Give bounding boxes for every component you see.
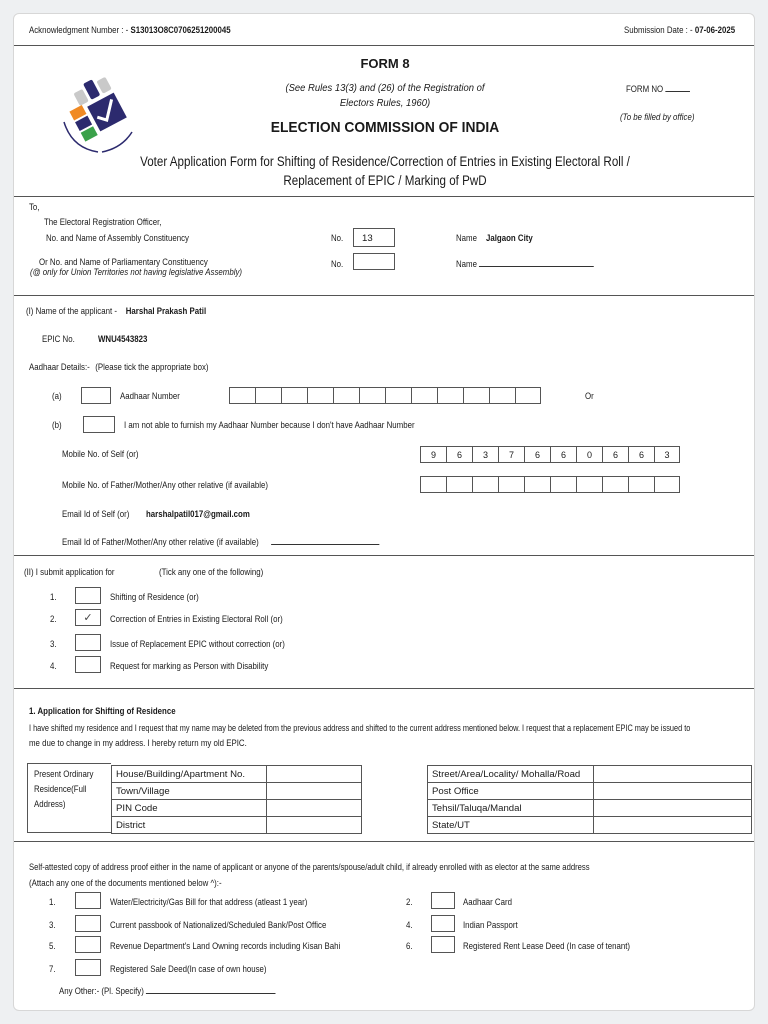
assembly-no-label: No. <box>331 233 344 244</box>
mobile-relative-cells[interactable] <box>420 476 680 493</box>
no-aadhaar-text: I am not able to furnish my Aadhaar Number because I don't have Aadhaar Number <box>124 420 415 431</box>
mobile-self-cells[interactable] <box>420 446 680 463</box>
parliament-no-label: No. <box>331 259 344 270</box>
doc-5-checkbox[interactable] <box>75 936 101 953</box>
aadhaar-hint: (Please tick the appropriate box) <box>95 362 209 373</box>
divider-4 <box>14 688 754 689</box>
mobile-digit: 3 <box>472 446 498 463</box>
street-label: Street/Area/Locality/ Mohalla/Road <box>428 766 594 783</box>
mobile-digit: 6 <box>446 446 472 463</box>
present-label-3: Address) <box>34 799 66 810</box>
doc-6-num: 6. <box>406 941 413 952</box>
parliament-name-blank[interactable] <box>479 266 594 267</box>
submission-label: Submission Date : - <box>624 25 693 36</box>
doc-6-checkbox[interactable] <box>431 936 455 953</box>
town-label: Town/Village <box>112 783 267 800</box>
present-residence-box <box>27 763 111 833</box>
address-right-table <box>427 765 752 834</box>
mobile-digit: 3 <box>654 446 680 463</box>
mobile-digit: 0 <box>576 446 602 463</box>
section2-label: (II) I submit application for <box>24 567 115 578</box>
shifting-heading: 1. Application for Shifting of Residence <box>29 706 176 717</box>
doc-4-text: Indian Passport <box>463 920 518 931</box>
epic-label: EPIC No. <box>42 334 75 345</box>
correction-checkbox[interactable]: ✓ <box>75 609 101 626</box>
email-relative-blank[interactable] <box>271 544 379 545</box>
replacement-epic-checkbox[interactable] <box>75 634 101 651</box>
email-self-value: harshalpatil017@gmail.com <box>146 509 250 520</box>
applicant-name: Harshal Prakash Patil <box>125 306 207 317</box>
tehsil-field[interactable] <box>594 800 752 817</box>
pin-field[interactable] <box>267 800 362 817</box>
doc-7-text: Registered Sale Deed(In case of own house) <box>110 964 267 975</box>
mobile-relative-label: Mobile No. of Father/Mother/Any other relative (if available) <box>62 480 268 491</box>
form-title: FORM 8 <box>360 56 410 71</box>
any-other-blank[interactable] <box>146 993 276 994</box>
doc-1-num: 1. <box>49 897 56 908</box>
acknowledgment-line <box>29 25 231 36</box>
email-relative-line <box>62 537 379 548</box>
option-b-label: (b) <box>52 420 62 431</box>
or-label: Or <box>585 391 594 402</box>
office-note: (To be filled by office) <box>620 112 695 123</box>
doc-2-num: 2. <box>406 897 413 908</box>
form-no <box>626 84 690 95</box>
doc-1-text: Water/Electricity/Gas Bill for that address (atleast 1 year) <box>110 897 308 908</box>
submission-date: 07-06-2025 <box>694 25 736 36</box>
parliament-note: (@ only for Union Territories not having legislative Assembly) <box>30 267 243 278</box>
eci-logo-icon <box>50 62 146 158</box>
form-no-blank <box>665 91 690 92</box>
aadhaar-details <box>29 362 209 373</box>
aadhaar-number-label: Aadhaar Number <box>120 391 180 402</box>
mobile-digit: 6 <box>628 446 654 463</box>
to-label: To, <box>29 202 40 213</box>
parliament-name-text: Name <box>456 259 477 270</box>
mobile-digit: 7 <box>498 446 524 463</box>
mobile-digit: 6 <box>524 446 550 463</box>
assembly-name-label: Name <box>456 233 477 244</box>
subtitle-line-1: Voter Application Form for Shifting of Residence/Correction of Entries in Existing Electoral Roll / <box>140 154 630 169</box>
proof-line-1: Self-attested copy of address proof either in the name of applicant or anyone of the parents/spouse/adult child, if already enrolled with as elector at the same address <box>29 862 590 873</box>
doc-3-checkbox[interactable] <box>75 915 101 932</box>
mobile-digit: 6 <box>550 446 576 463</box>
mobile-self-label: Mobile No. of Self (or) <box>62 449 139 460</box>
doc-4-checkbox[interactable] <box>431 915 455 932</box>
shifting-checkbox[interactable] <box>75 587 101 604</box>
doc-7-checkbox[interactable] <box>75 959 101 976</box>
address-left-table <box>111 765 362 834</box>
any-other-line <box>59 986 276 997</box>
any-other-label: Any Other:- (Pl. Specify) <box>59 986 144 997</box>
form-no-label: FORM NO <box>626 84 664 95</box>
doc-3-text: Current passbook of Nationalized/Scheduled Bank/Post Office <box>110 920 327 931</box>
doc-1-checkbox[interactable] <box>75 892 101 909</box>
option-2-text: Correction of Entries in Existing Electoral Roll (or) <box>110 614 283 625</box>
divider-2 <box>14 295 754 296</box>
doc-7-num: 7. <box>49 964 56 975</box>
divider-5 <box>14 841 754 842</box>
ack-label: Acknowledgment Number : - <box>29 25 129 36</box>
doc-3-num: 3. <box>49 920 56 931</box>
email-self-label: Email Id of Self (or) <box>62 509 130 520</box>
pin-label: PIN Code <box>112 800 267 817</box>
rules-line-2: Electors Rules, 1960) <box>339 97 431 109</box>
option-3-text: Issue of Replacement EPIC without correction (or) <box>110 639 285 650</box>
no-aadhaar-checkbox[interactable] <box>83 416 115 433</box>
post-office-label: Post Office <box>428 783 594 800</box>
email-relative-label: Email Id of Father/Mother/Any other relative (if available) <box>62 537 259 548</box>
doc-2-text: Aadhaar Card <box>463 897 512 908</box>
district-field[interactable] <box>267 817 362 834</box>
parliament-label: Or No. and Name of Parliamentary Constituency <box>39 257 208 268</box>
ack-number: S13013O8C0706251200045 <box>130 25 231 36</box>
aadhaar-number-cells[interactable] <box>229 387 541 404</box>
parliament-no-field[interactable] <box>353 253 395 270</box>
aadhaar-option-checkbox[interactable] <box>81 387 111 404</box>
state-label: State/UT <box>428 817 594 834</box>
district-label: District <box>112 817 267 834</box>
form-sheet <box>13 13 755 1011</box>
tehsil-label: Tehsil/Taluqa/Mandal <box>428 800 594 817</box>
proof-line-2: (Attach any one of the documents mentioned below ^):- <box>29 878 222 889</box>
option-1-num: 1. <box>50 592 57 603</box>
doc-6-text: Registered Rent Lease Deed (In case of tenant) <box>463 941 631 952</box>
assembly-name-value: Jalgaon City <box>486 233 533 244</box>
commission-title: ELECTION COMMISSION OF INDIA <box>270 119 500 136</box>
state-field[interactable] <box>594 817 752 834</box>
epic-value: WNU4543823 <box>98 334 148 345</box>
doc-5-text: Revenue Department's Land Owning records including Kisan Bahi <box>110 941 341 952</box>
subtitle-line-2: Replacement of EPIC / Marking of PwD <box>283 173 487 188</box>
doc-2-checkbox[interactable] <box>431 892 455 909</box>
option-4-num: 4. <box>50 661 57 672</box>
doc-5-num: 5. <box>49 941 56 952</box>
town-field[interactable] <box>267 783 362 800</box>
shifting-para-2: me due to change in my address. I hereby return my old EPIC. <box>29 738 247 749</box>
shifting-para-1: I have shifted my residence and I request that my name may be deleted from the previous address and shifted to the current address mentioned below. I request that a replacement EPIC may be issued to <box>29 723 691 734</box>
house-label: House/Building/Apartment No. <box>112 766 267 783</box>
mobile-digit: 6 <box>602 446 628 463</box>
parliament-name-label <box>456 259 594 270</box>
rules-line-1: (See Rules 13(3) and (26) of the Registration of <box>285 82 485 94</box>
option-2-num: 2. <box>50 614 57 625</box>
present-label-2: Residence(Full <box>34 784 87 795</box>
submission-date-line <box>624 25 735 36</box>
doc-4-num: 4. <box>406 920 413 931</box>
assembly-label: No. and Name of Assembly Constituency <box>46 233 189 244</box>
option-a-label: (a) <box>52 391 62 402</box>
house-field[interactable] <box>267 766 362 783</box>
post-office-field[interactable] <box>594 783 752 800</box>
option-3-num: 3. <box>50 639 57 650</box>
option-1-text: Shifting of Residence (or) <box>110 592 199 603</box>
header-divider <box>14 45 754 46</box>
aadhaar-label: Aadhaar Details:- <box>29 362 90 373</box>
section2-hint: (Tick any one of the following) <box>159 567 264 578</box>
mobile-digit: 9 <box>420 446 446 463</box>
option-4-text: Request for marking as Person with Disability <box>110 661 269 672</box>
divider-3 <box>14 555 754 556</box>
applicant-name-line <box>26 306 206 317</box>
street-field[interactable] <box>594 766 752 783</box>
pwd-checkbox[interactable] <box>75 656 101 673</box>
applicant-label: (I) Name of the applicant - <box>26 306 117 317</box>
divider-1 <box>14 196 754 197</box>
assembly-no-field[interactable]: 13 <box>353 228 395 247</box>
present-label-1: Present Ordinary <box>34 769 94 780</box>
officer-label: The Electoral Registration Officer, <box>44 217 162 228</box>
